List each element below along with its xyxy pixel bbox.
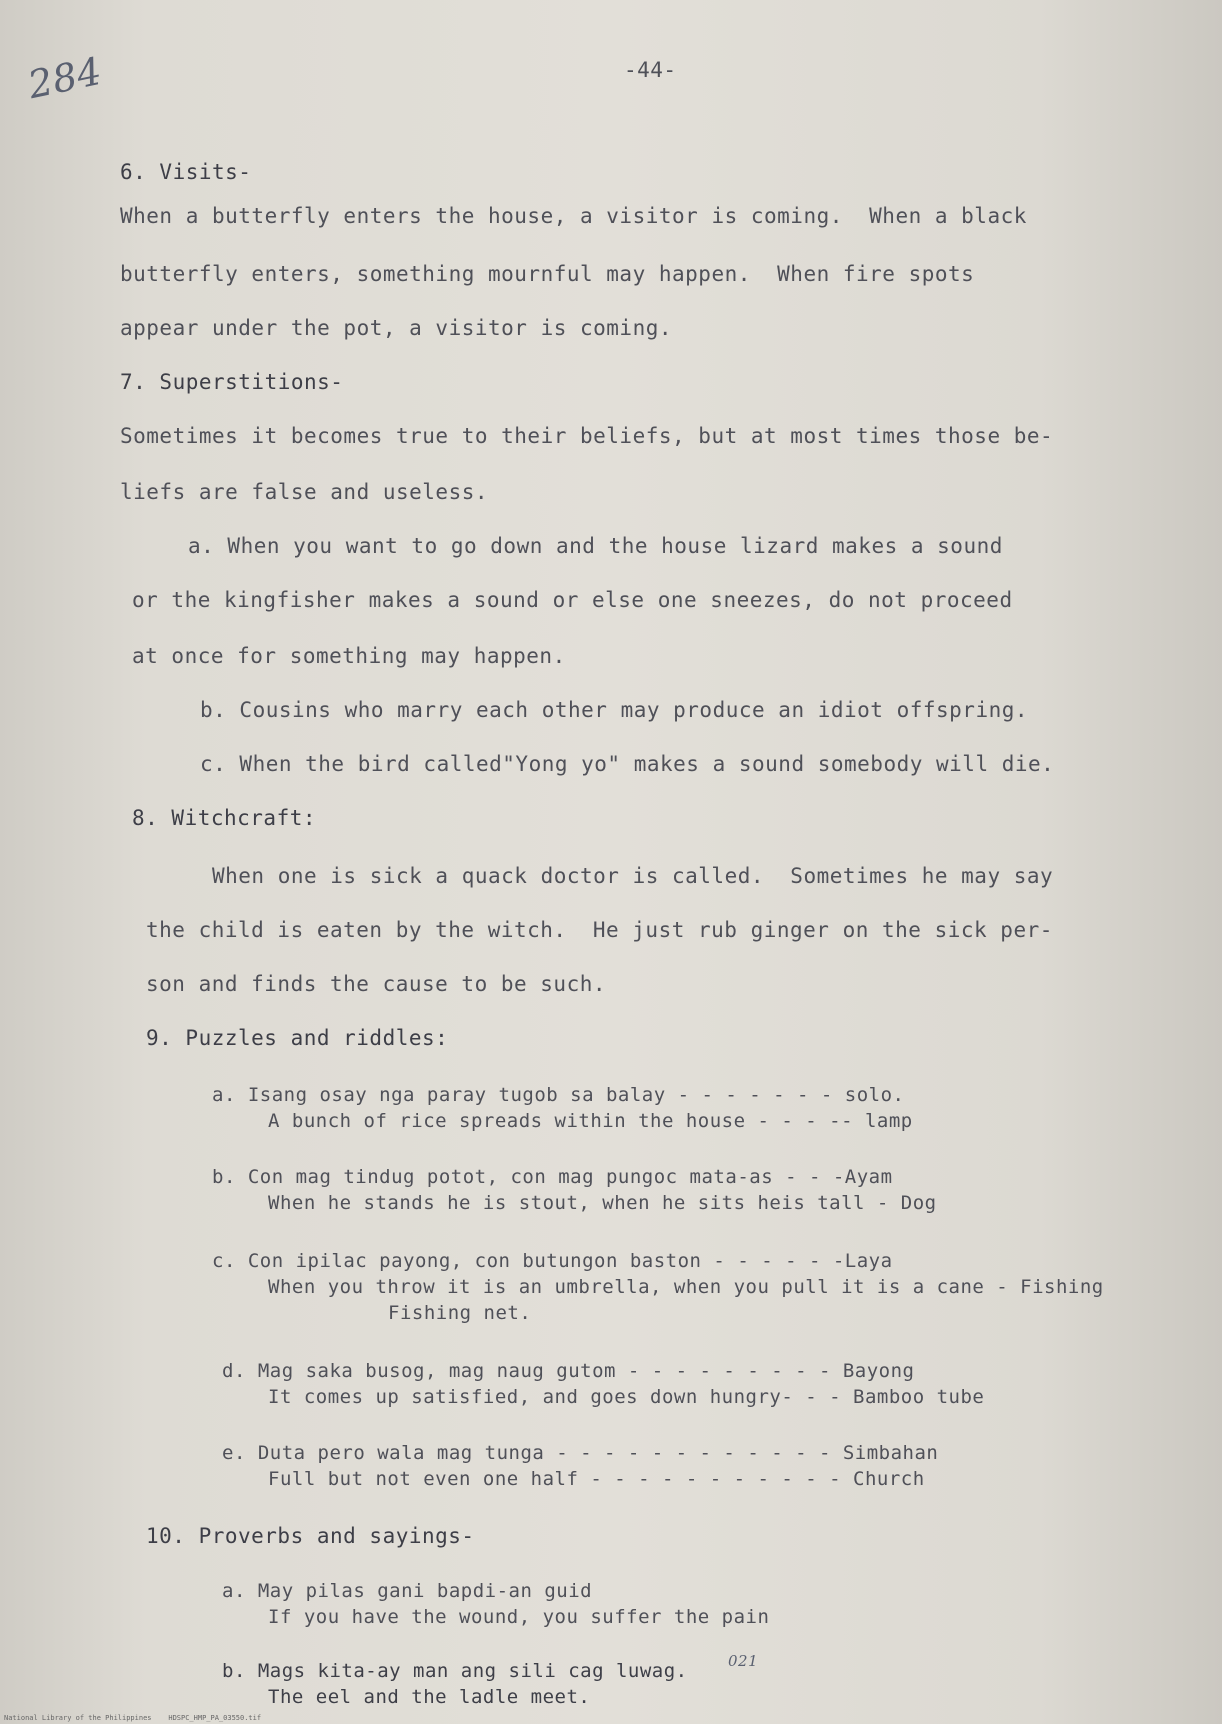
- proverb-a-line-1: a. May pilas gani bapdi-an guid: [222, 1580, 593, 1602]
- witchcraft-line-2: the child is eaten by the witch. He just rub ginger on the sick per-: [146, 918, 1053, 942]
- superstition-c: c. When the bird called"Yong yo" makes a sound somebody will die.: [200, 752, 1055, 776]
- riddle-a-line-2: A bunch of rice spreads within the house - - - -- lamp: [268, 1110, 913, 1132]
- superstitions-line-2: liefs are false and useless.: [120, 480, 489, 504]
- section-heading-visits: 6. Visits-: [120, 160, 252, 184]
- proverb-a-line-2: If you have the wound, you suffer the pain: [268, 1606, 770, 1628]
- superstition-a-line-3: at once for something may happen.: [132, 644, 566, 668]
- riddle-e-line-2: Full but not even one half - - - - - - - - - - - Church: [268, 1468, 925, 1490]
- archive-footer: National Library of the Philippines HDSPC_HMP_PA_03550.tif: [4, 1714, 262, 1722]
- section-heading-riddles: 9. Puzzles and riddles:: [146, 1026, 449, 1050]
- section-heading-witchcraft: 8. Witchcraft:: [132, 806, 317, 830]
- riddle-d-line-1: d. Mag saka busog, mag naug gutom - - - - - - - - - Bayong: [222, 1360, 915, 1382]
- superstition-b: b. Cousins who marry each other may produce an idiot offspring.: [200, 698, 1029, 722]
- proverb-b-line-2: The eel and the ladle meet.: [268, 1686, 591, 1708]
- page-number: -44-: [624, 58, 677, 82]
- riddle-b-line-2: When he stands he is stout, when he sits heis tall - Dog: [268, 1192, 937, 1214]
- proverb-b-handwritten-note: 021: [728, 1652, 759, 1670]
- superstition-a-line-2: or the kingfisher makes a sound or else one sneezes, do not proceed: [132, 588, 1013, 612]
- proverb-b-line-1: b. Mags kita-ay man ang sili cag luwag.: [222, 1660, 688, 1682]
- riddle-b-line-1: b. Con mag tindug potot, con mag pungoc mata-as - - -Ayam: [212, 1166, 893, 1188]
- riddle-a-line-1: a. Isang osay nga paray tugob sa balay - - - - - - - solo.: [212, 1084, 905, 1106]
- riddle-d-line-2: It comes up satisfied, and goes down hungry- - - Bamboo tube: [268, 1386, 985, 1408]
- section-heading-superstitions: 7. Superstitions-: [120, 370, 344, 394]
- superstitions-line-1: Sometimes it becomes true to their beliefs, but at most times those be-: [120, 424, 1054, 448]
- riddle-c-line-3: Fishing net.: [388, 1302, 532, 1324]
- witchcraft-line-3: son and finds the cause to be such.: [146, 972, 607, 996]
- riddle-c-line-2: When you throw it is an umbrella, when you pull it is a cane - Fishing: [268, 1276, 1104, 1298]
- witchcraft-line-1: When one is sick a quack doctor is called. Sometimes he may say: [212, 864, 1054, 888]
- superstition-a-line-1: a. When you want to go down and the house lizard makes a sound: [188, 534, 1003, 558]
- section-heading-proverbs: 10. Proverbs and sayings-: [146, 1524, 475, 1548]
- handwritten-folio-number: 284: [24, 48, 106, 108]
- riddle-e-line-1: e. Duta pero wala mag tunga - - - - - - - - - - - - Simbahan: [222, 1442, 939, 1464]
- visits-line-1: When a butterfly enters the house, a visitor is coming. When a black: [120, 204, 1027, 228]
- riddle-c-line-1: c. Con ipilac payong, con butungon baston - - - - - -Laya: [212, 1250, 893, 1272]
- visits-line-2: butterfly enters, something mournful may happen. When fire spots: [120, 262, 975, 286]
- visits-line-3: appear under the pot, a visitor is coming.: [120, 316, 673, 340]
